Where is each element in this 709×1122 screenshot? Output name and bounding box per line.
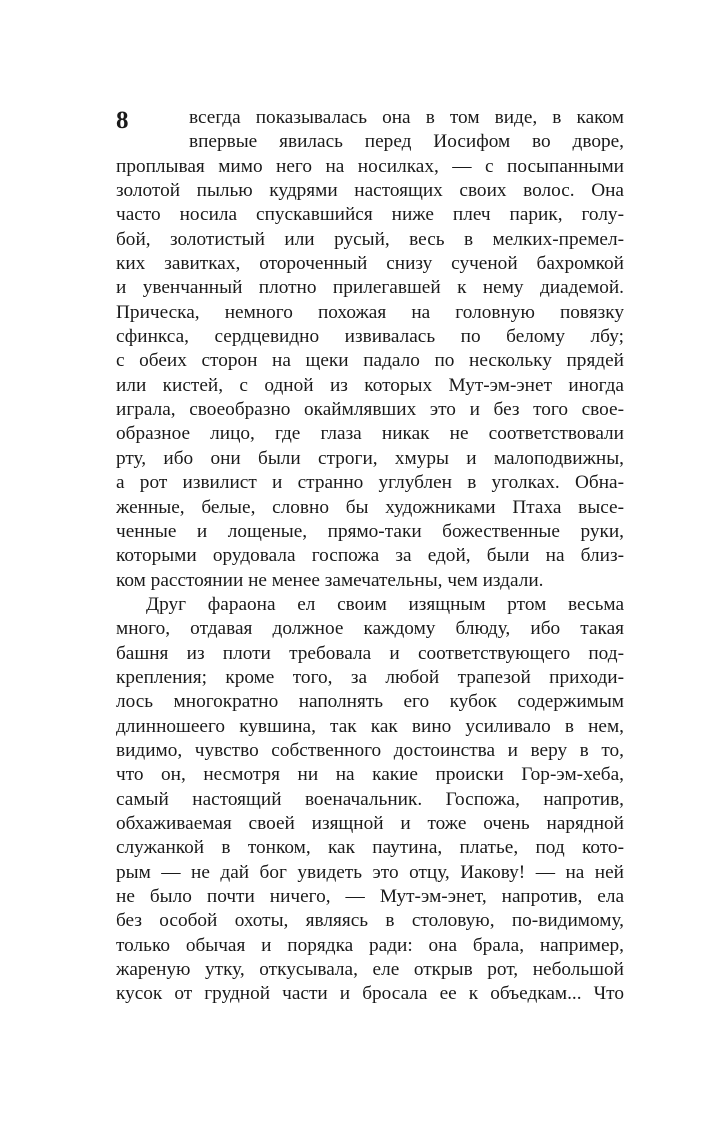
text-line: а рот извилист и странно углублен в уголках. Обна-	[116, 472, 624, 494]
text-line: жареную утку, откусывала, еле открыв рот, небольшой	[116, 959, 624, 981]
text-line: всегда показывалась она в том виде, в каком	[189, 107, 624, 128]
text-line: без особой охоты, являясь в столовую, по-видимому,	[116, 910, 624, 932]
text-line: крепления; кроме того, за любой трапезой приходи-	[116, 666, 624, 688]
text-line: не было почти ничего, — Мут-эм-энет, напротив, ела	[116, 886, 624, 907]
text-line: обхаживаемая своей изящной и тоже очень нарядной	[116, 812, 624, 834]
text-line: рту, ибо они были строги, хмуры и малоподвижны,	[116, 447, 624, 469]
text-line: Прическа, немного похожая на головную повязку	[116, 301, 624, 323]
text-line: которыми орудовала госпожа за едой, были на близ-	[116, 545, 624, 567]
text-line: служанкой в тонком, как паутина, платье, под кото-	[116, 837, 624, 859]
text-line: ком расстоянии не менее замечательны, чем издали.	[116, 569, 544, 591]
text-line: и увенчанный плотно прилегавшей к нему диадемой.	[116, 277, 624, 299]
text-line: кусок от грудной части и бросала ее к объедкам... Что	[116, 983, 624, 1005]
text-line: длинношеего кувшина, так как вино усиливало в нем,	[116, 715, 624, 737]
text-line: бой, золотистый или русый, весь в мелких-премел-	[116, 228, 624, 250]
text-line: башня из плоти требовала и соответствующего под-	[116, 642, 624, 664]
text-line: лось многократно наполнять его кубок содержимым	[116, 691, 624, 713]
text-line: ких завитках, отороченный снизу сученой бахромкой	[116, 253, 624, 275]
text-line: ченные и лощеные, прямо-таки божественные руки,	[116, 520, 624, 542]
text-line: проплывая мимо него на носилках, — с посыпанными	[116, 155, 624, 177]
text-line: впервые явилась перед Иосифом во дворе,	[189, 131, 624, 153]
text-line: или кистей, с одной из которых Мут-эм-энет иногда	[116, 374, 624, 396]
text-line: женные, белые, словно бы художниками Птаха высе-	[116, 496, 624, 518]
text-line: самый настоящий военачальник. Госпожа, напротив,	[116, 788, 624, 810]
text-line: играла, своеобразно окаймлявших это и без того свое-	[116, 399, 624, 421]
text-line: Друг фараона ел своим изящным ртом весьма	[146, 593, 624, 615]
text-line: образное лицо, где глаза никак не соответствовали	[116, 423, 624, 445]
text-line: только обычая и порядка ради: она брала, например,	[116, 934, 624, 956]
text-line: рым — не дай бог увидеть это отцу, Иакову! — на ней	[116, 861, 624, 883]
text-line: видимо, чувство собственного достоинства и веру в то,	[116, 739, 624, 761]
page-number: 8	[116, 107, 129, 134]
text-line: золотой пылью кудрями настоящих своих волос. Она	[116, 180, 624, 202]
text-line: много, отдавая должное каждому блюду, ибо такая	[116, 618, 624, 640]
text-line: сфинкса, сердцевидно извивалась по белому лбу;	[116, 326, 624, 348]
body-text	[116, 106, 624, 1007]
text-line: часто носила спускавшийся ниже плеч парик, голу-	[116, 204, 624, 226]
text-line: что он, несмотря ни на какие происки Гор-эм-хеба,	[116, 764, 624, 786]
text-line: с обеих сторон на щеки падало по нескольку прядей	[116, 350, 624, 372]
